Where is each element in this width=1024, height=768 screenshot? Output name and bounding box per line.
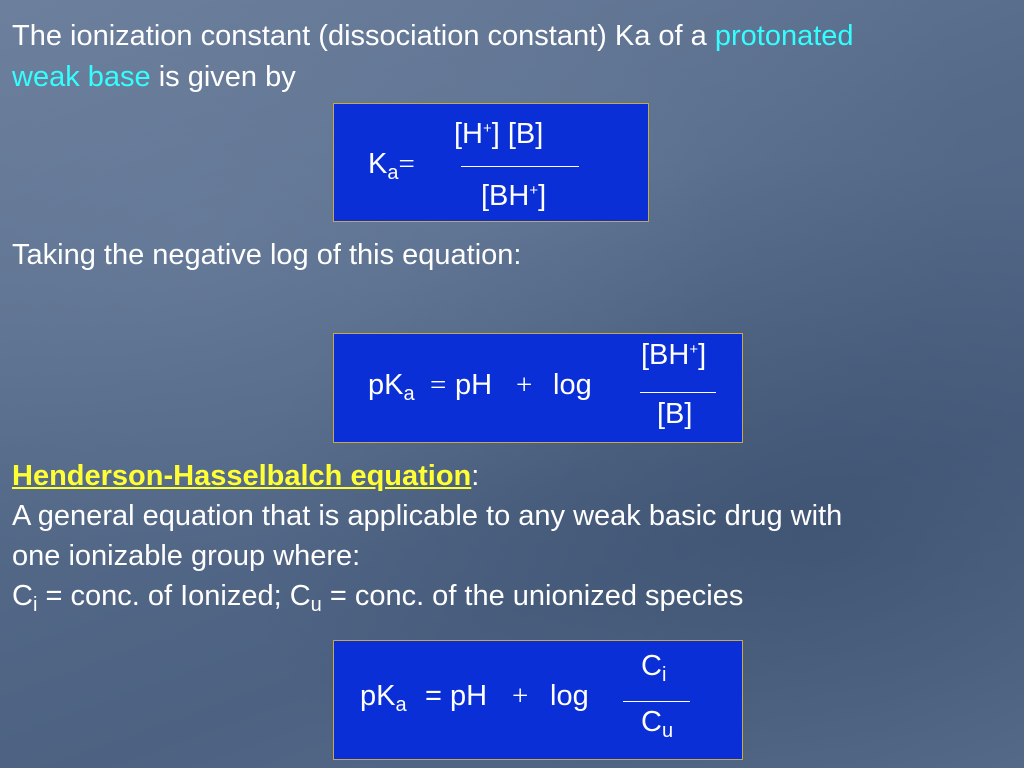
eq3-denominator: [641, 706, 673, 741]
eq1-den-sup: +: [529, 182, 539, 199]
eq3-fraction-bar: [623, 701, 690, 702]
eq2-plus: +: [516, 369, 533, 401]
eq3-num-c: C: [641, 650, 662, 682]
taking-log-text: Taking the negative log of this equation:: [12, 239, 522, 271]
eq2-log: log: [553, 369, 592, 401]
eq2-equals: =: [430, 369, 447, 401]
intro-line-2: [12, 60, 296, 94]
eq2-fraction-bar: [640, 392, 716, 393]
eq1-num-h: [H: [454, 118, 483, 150]
eq1-k: K: [368, 148, 388, 180]
hh-line-1: A general equation that is applicable to any weak basic drug with: [12, 500, 843, 532]
hh-title: Henderson-Hasselbalch equation: [12, 460, 472, 492]
hh-cu-text: = conc. of the unionized species: [321, 580, 744, 612]
eq1-den-bh: [BH: [481, 180, 530, 212]
eq3-pk: pK: [360, 680, 396, 712]
highlight-weak-base: weak base: [12, 61, 151, 93]
hh-cu-sub: u: [310, 594, 322, 616]
eq2-ph: pH: [455, 369, 493, 401]
eq3-plus: +: [512, 680, 529, 712]
hh-title-line: [12, 459, 479, 493]
eq2-num-bh: [BH: [641, 339, 690, 371]
eq2-num-close: ]: [698, 339, 707, 371]
hh-ci-text: = conc. of Ionized; C: [37, 580, 311, 612]
eq3-equals-ph: = pH: [425, 680, 488, 712]
hh-ci-sub: i: [32, 594, 38, 616]
eq1-numerator: [454, 118, 543, 155]
eq1-lhs: [368, 148, 415, 183]
eq3-numerator: [641, 650, 666, 685]
hh-line-2: one ionizable group where:: [12, 540, 361, 572]
hh-line-3: [12, 579, 743, 616]
eq2-pk-sub: a: [403, 383, 415, 405]
intro-line-1: [12, 19, 854, 53]
intro-text-suffix: is given by: [150, 61, 296, 93]
hh-colon: :: [471, 460, 480, 492]
hh-ci: C: [12, 580, 33, 612]
eq3-pk-sub: a: [395, 694, 407, 716]
eq3-log: log: [550, 680, 589, 712]
intro-text: The ionization constant (dissociation constant) Ka of a: [12, 20, 715, 52]
highlight-protonated: protonated: [714, 20, 854, 52]
eq1-k-sub: a: [387, 162, 399, 184]
eq1-den-close: ]: [538, 180, 547, 212]
eq2-lhs: [368, 369, 415, 404]
eq3-lhs: [360, 680, 407, 715]
eq1-num-b: ] [B]: [491, 118, 544, 150]
eq1-equals: =: [398, 148, 415, 180]
eq1-num-sup: +: [483, 120, 492, 137]
eq2-pk: pK: [368, 369, 404, 401]
eq1-fraction-bar: [461, 166, 579, 167]
eq2-denominator: [B]: [657, 398, 693, 430]
eq2-num-sup: +: [689, 341, 699, 358]
eq3-den-sub: u: [661, 720, 674, 742]
eq2-numerator: [641, 339, 706, 376]
eq3-num-sub: i: [661, 664, 667, 686]
eq3-den-c: C: [641, 706, 662, 738]
eq1-denominator: [481, 180, 546, 217]
